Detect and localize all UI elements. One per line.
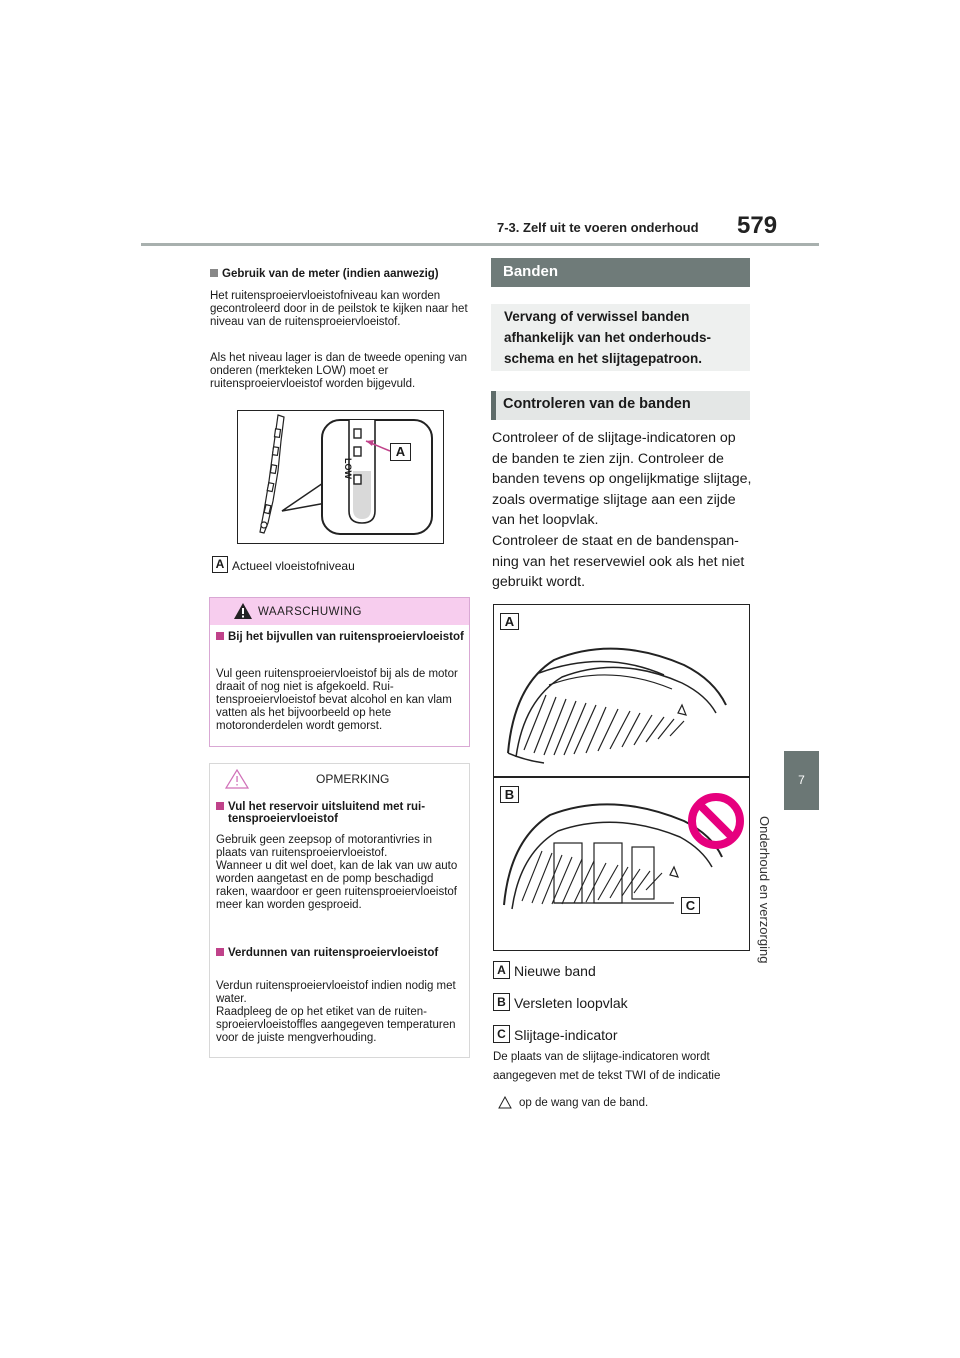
meter-paragraph-1: Het ruitensproeiervloeistofniveau kan worden gecontroleerd door in de peilstok te kijken naar het niveau van de ruitensproeiervloeistof. — [210, 290, 468, 328]
tyre-check-text: Controleer of de slijtage-indicatoren op de banden te zien zijn. Controleer de banden tevens op ongelijkmatige slijtage, zoals overmatige slijtage aan een zijde van het loopvlak. Controleer de staat en de bandenspanning van het reservewiel ook als het niet gebruikt wordt. — [492, 430, 752, 591]
dipstick-illustration — [238, 411, 443, 543]
meter-paragraph-2: Als het niveau lager is dan de tweede opening van onderen (merkteken LOW) moet er ruitensproeiervloeistof worden bijgevuld. — [210, 352, 468, 390]
heading-accent — [491, 391, 496, 420]
replace-info-box — [491, 304, 750, 371]
dipstick-wand-icon — [260, 415, 284, 533]
figure-label-b: B — [500, 786, 519, 803]
caption-letter-b: B — [493, 993, 510, 1011]
bullet-square-icon — [216, 632, 224, 640]
low-mark-text: LOW — [343, 458, 353, 479]
warning-heading — [216, 631, 473, 643]
chapter-tab — [784, 751, 819, 810]
warning-triangle-icon — [233, 602, 253, 620]
header-rule — [141, 243, 819, 246]
warning-heading-text: Bij het bijvullen van ruitensproeiervloeistof — [228, 631, 464, 643]
caption-actual-level: Actueel vloeistofniveau — [232, 559, 355, 573]
tyre-wear-figure — [493, 604, 750, 951]
figure-label-c: C — [681, 897, 700, 914]
footnote-line-3: op de wang van de band. — [519, 1097, 649, 1109]
page-number: 579 — [737, 212, 778, 239]
magnified-view — [322, 420, 432, 534]
banden-section-bar — [491, 258, 750, 287]
twi-triangle-icon — [498, 1096, 512, 1109]
figure-label-a: A — [500, 613, 519, 630]
bullet-square-icon — [216, 948, 224, 956]
warning-title: WAARSCHUWING — [258, 606, 362, 618]
chapter-number: 7 — [798, 773, 805, 787]
chapter-label: Onderhoud en verzorging — [757, 816, 772, 964]
warning-text: Vul geen ruitensproeiervloeistof bij als de motor draait of nog niet is afgekoeld. Ruitensproeiervloeistof bevat alcohol en kan vlam vatten als het bijvoorbeeld op hete motoronderdelen wordt gemorst. — [216, 668, 458, 732]
prohibited-icon — [692, 797, 740, 845]
figure-label-a: A — [390, 443, 411, 461]
banden-title: Banden — [503, 263, 559, 280]
note-heading-1-text: Vul het reservoir uitsluitend met ruitensproeiervloeistof — [228, 801, 426, 825]
note-title: OPMERKING — [316, 772, 390, 786]
chapter-label-container — [757, 816, 780, 986]
warning-box — [209, 597, 470, 747]
caption-worn-tread: Versleten loopvlak — [514, 995, 628, 1011]
caution-triangle-icon — [225, 769, 249, 789]
caption-wear-indicator: Slijtage-indicator — [514, 1027, 618, 1043]
section-title: 7-3. Zelf uit te voeren onderhoud — [497, 220, 699, 235]
control-tyres-heading — [491, 391, 750, 420]
caption-letter-a: A — [212, 556, 228, 573]
footnote-line-1: De plaats van de slijtage-indicatoren wordt — [493, 1051, 710, 1063]
note-text-1: Gebruik geen zeepsop of motorantivries in plaats van ruitensproeiervloeistof. Wanneer u dit wel doet, kan de lak van uw auto worden aangetast en de pomp beschadigd raken, waardoor er geen ruitensproeiervloeistof meer kan worden gesproeid. — [216, 834, 458, 911]
tyre-illustration — [494, 605, 749, 950]
meter-heading — [210, 268, 439, 280]
replace-text: Vervang of verwissel banden afhankelijk van het onderhoudsschema en het slijtagepatroon. — [504, 309, 712, 366]
caption-letter-a: A — [493, 961, 510, 979]
caption-new-tyre: Nieuwe band — [514, 963, 596, 979]
note-box — [209, 763, 470, 1058]
note-heading-2 — [216, 947, 473, 959]
control-title: Controleren van de banden — [503, 396, 691, 412]
bullet-square-icon — [210, 269, 218, 277]
caption-letter-c: C — [493, 1025, 510, 1043]
note-heading-2-text: Verdunnen van ruitensproeiervloeistof — [228, 947, 439, 959]
note-text-2: Verdun ruitensproeiervloeistof indien nodig met water. Raadpleeg de op het etiket van de ruitensproeiervloeistoffles aangegeven temperaturen voor de juiste mengverhouding. — [216, 980, 456, 1044]
callout-pointer-icon — [282, 481, 326, 511]
note-heading-1 — [216, 801, 473, 825]
new-tyre-icon — [508, 649, 726, 763]
footnote-line-2: aangegeven met de tekst TWI of de indicatie — [493, 1070, 721, 1082]
meter-heading-text: Gebruik van de meter (indien aanwezig) — [222, 268, 439, 280]
warning-header — [210, 598, 469, 625]
dipstick-figure — [237, 410, 444, 544]
bullet-square-icon — [216, 802, 224, 810]
